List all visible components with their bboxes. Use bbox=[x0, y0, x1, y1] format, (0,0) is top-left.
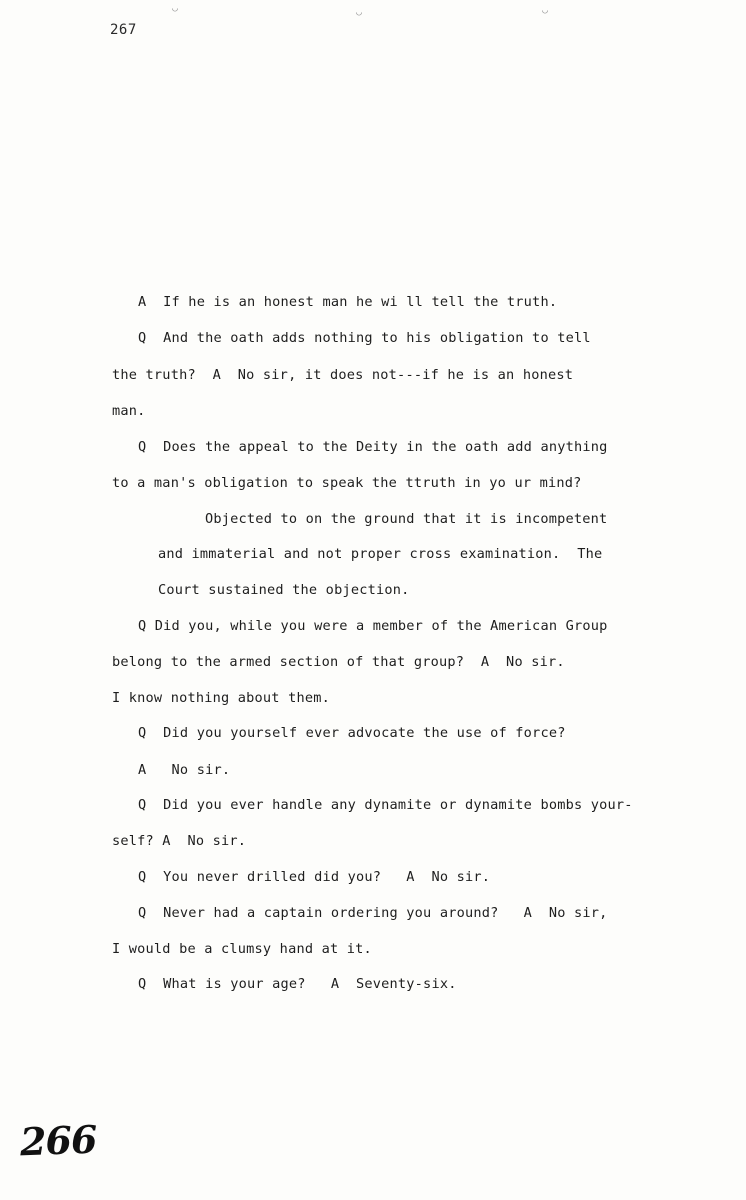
transcript-line: Objected to on the ground that it is incompetent bbox=[205, 511, 608, 527]
transcript-line: belong to the armed section of that group? A No sir. bbox=[112, 654, 565, 670]
punch-mark: ◡ bbox=[542, 5, 549, 16]
handwritten-page-number: 266 bbox=[19, 1116, 98, 1165]
transcript-line: Q Does the appeal to the Deity in the oath add anything bbox=[138, 439, 608, 455]
transcript-line: man. bbox=[112, 403, 146, 419]
page-number: 267 bbox=[110, 22, 137, 38]
transcript-line: Q What is your age? A Seventy-six. bbox=[138, 976, 457, 992]
transcript-line: I know nothing about them. bbox=[112, 690, 330, 706]
transcript-line: and immaterial and not proper cross examination. The bbox=[158, 546, 603, 562]
transcript-line: the truth? A No sir, it does not---if he is an honest bbox=[112, 367, 574, 383]
punch-mark: ◡ bbox=[172, 3, 179, 14]
transcript-line: self? A No sir. bbox=[112, 833, 247, 849]
transcript-line: A No sir. bbox=[138, 762, 231, 778]
transcript-line: I would be a clumsy hand at it. bbox=[112, 941, 372, 957]
transcript-line: Q Did you yourself ever advocate the use of force? bbox=[138, 725, 566, 741]
transcript-line: Q Did you, while you were a member of the American Group bbox=[138, 618, 608, 634]
transcript-line: Q Never had a captain ordering you around? A No sir, bbox=[138, 905, 608, 921]
transcript-line: A If he is an honest man he wi ll tell the truth. bbox=[138, 294, 558, 310]
transcript-line: Q You never drilled did you? A No sir. bbox=[138, 869, 491, 885]
punch-mark: ◡ bbox=[356, 7, 363, 18]
transcript-line: Court sustained the objection. bbox=[158, 582, 410, 598]
transcript-line: Q Did you ever handle any dynamite or dynamite bombs your- bbox=[138, 797, 633, 813]
transcript-line: to a man's obligation to speak the ttruth in yo ur mind? bbox=[112, 475, 582, 491]
transcript-line: Q And the oath adds nothing to his obligation to tell bbox=[138, 330, 591, 346]
